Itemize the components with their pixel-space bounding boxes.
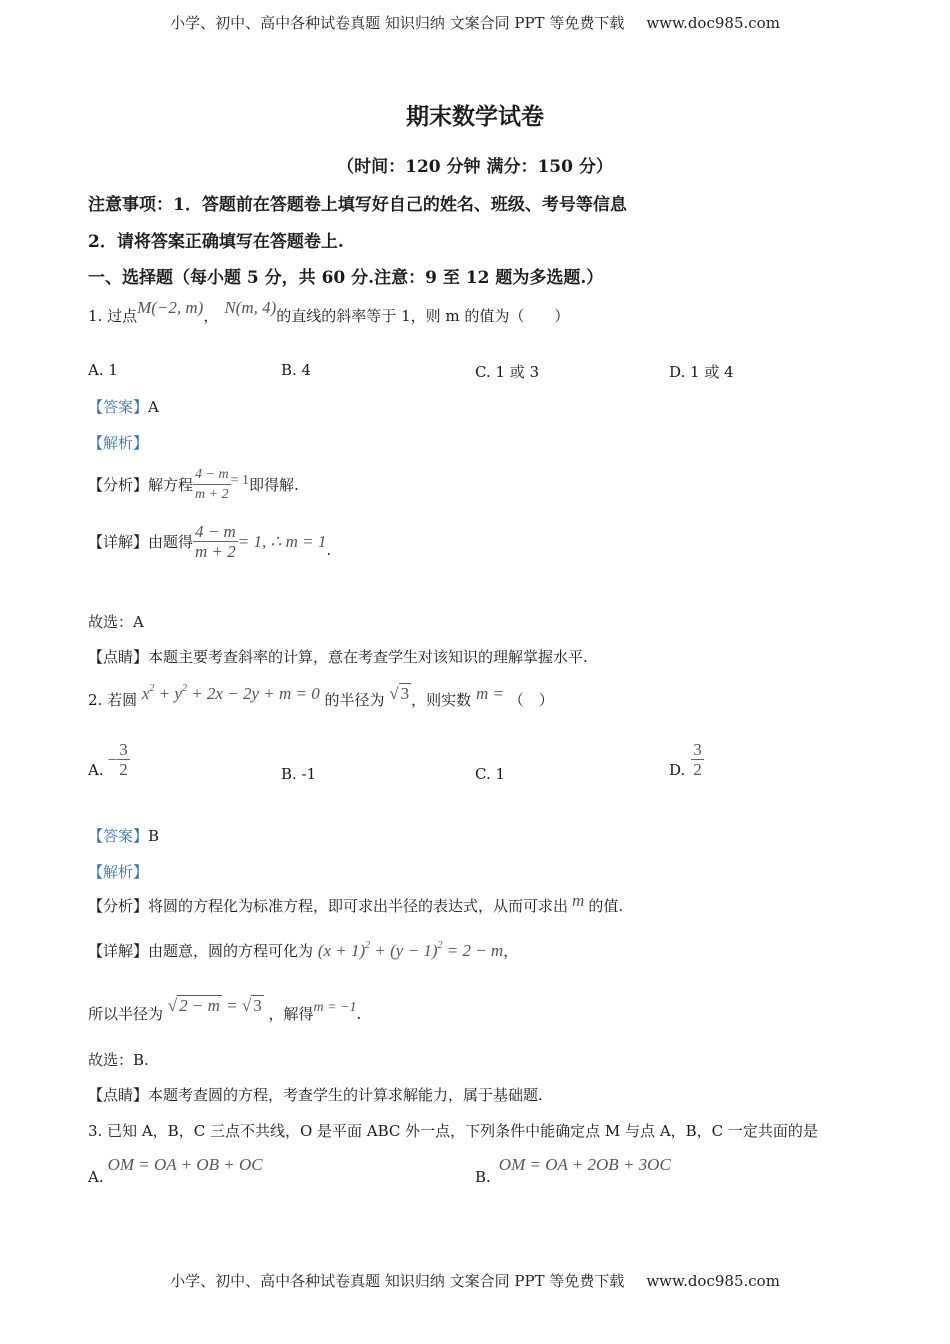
q1-fenxi (88, 465, 299, 504)
question-3-stem: 3. 已知 A，B，C 三点不共线，O 是平面 ABC 外一点，下列条件中能确定点 M 与点 A，B，C 一定共面的是 (88, 1122, 818, 1140)
q1-fenxi-lead: 解方程 (148, 476, 194, 494)
page-footer (0, 1270, 950, 1291)
q1-analysis-tag: 【解析】 (88, 434, 149, 452)
question-2-stem (88, 683, 554, 710)
q1-point-n: N(m, 4) (224, 298, 277, 317)
q2-paren: （ ） (508, 691, 554, 709)
q1-point-m: M(−2, m) (137, 298, 204, 317)
q2-answer-value: B (148, 827, 160, 845)
q1-fenxi-tag: 【分析】 (88, 476, 149, 494)
q2-comment-tag: 【点睛】 (88, 1086, 149, 1104)
q2-radius-rad1: 2 − m (179, 996, 220, 1015)
q1-comment-tag: 【点睛】 (88, 648, 149, 666)
q1-choose: 故选：A (88, 613, 144, 631)
q2-option-d-num: 3 (693, 740, 702, 759)
q2-option-a-num: 3 (119, 740, 128, 759)
q2-option-d-fraction (691, 740, 704, 779)
notice-line-2: 2．请将答案正确填写在答题卷上. (88, 232, 344, 252)
q1-answer (88, 396, 159, 417)
q1-option-c: C. 1 或 3 (475, 363, 540, 381)
q2-eq-sq1: 2 (149, 683, 155, 694)
q2-radius-expression: √ 2 − m = √ 3 (167, 996, 262, 1015)
q2-detail-rhs: = 2 − m (442, 941, 504, 960)
q2-option-d (669, 740, 704, 779)
q2-fenxi (88, 891, 624, 916)
q1-option-b: B. 4 (281, 361, 312, 379)
q2-fenxi-m: m (572, 891, 585, 910)
q1-detail-num: 4 − m (195, 522, 236, 541)
page-header (0, 12, 950, 33)
q1-option-a: A. 1 (88, 361, 118, 379)
q1-comment-text: 本题主要考查斜率的计算，意在考查学生对该知识的理解掌握水平. (148, 648, 588, 666)
q2-radius-value: 3 (400, 684, 410, 703)
q1-detail-tag: 【详解】 (88, 533, 149, 551)
q1-detail-lead: 由题得 (148, 533, 194, 551)
q3-option-a (88, 1155, 263, 1186)
q1-fenxi-num: 4 − m (193, 465, 231, 485)
q2-detail-tag: 【详解】 (88, 942, 149, 960)
footer-site: www.doc985.com (646, 1272, 780, 1290)
q2-radius-lead: 所以半径为 (88, 1005, 164, 1023)
q1-fenxi-tail: 即得解. (249, 476, 299, 494)
q1-answer-tag: 【答案】 (88, 398, 149, 416)
q2-detail-equation (318, 941, 503, 960)
q2-radius-sol: m = −1 (313, 1000, 357, 1015)
q2-fenxi-b: 的值. (588, 897, 624, 915)
q1-option-d: D. 1 或 4 (669, 363, 734, 381)
q2-option-c: C. 1 (475, 765, 506, 783)
q2-mid: 的半径为 (324, 691, 385, 709)
q2-fenxi-tag: 【分析】 (88, 897, 149, 915)
q1-fenxi-eq: = 1 (230, 472, 249, 488)
q2-eq-mid: + y (154, 684, 182, 703)
q2-eq-x: x (141, 684, 150, 703)
q2-option-d-den: 2 (693, 760, 702, 779)
exam-subtitle: （时间：120 分钟 满分：150 分） (337, 157, 613, 177)
q1-detail-tail: . (326, 540, 332, 559)
q2-lead: 2. 若圆 (88, 691, 138, 709)
q1-comma: ， (203, 307, 219, 325)
q2-radius-line (88, 995, 362, 1023)
q2-option-d-label: D. (669, 760, 686, 779)
q1-comment (88, 646, 588, 667)
q2-detail-sq1: 2 (365, 940, 371, 951)
q3-option-a-label: A. (88, 1168, 104, 1186)
q2-radius-rad2: 3 (253, 996, 262, 1015)
q1-fenxi-fraction (193, 465, 231, 504)
q1-fenxi-den: m + 2 (195, 487, 229, 502)
q2-radius-mid: ，解得 (268, 1005, 314, 1023)
q2-answer-tag: 【答案】 (88, 827, 149, 845)
q2-radius-sqrt: √ 3 (389, 684, 410, 703)
footer-text: 小学、初中、高中各种试卷真题 知识归纳 文案合同 PPT 等免费下载 (170, 1272, 625, 1290)
q2-answer (88, 825, 159, 846)
q2-radius-tail: . (356, 1005, 362, 1023)
q2-detail-p1: (x + 1) (317, 941, 366, 960)
q3-option-b-expr: OM = OA + 2OB + 3OC (498, 1155, 671, 1174)
q1-detail-eq: = 1, ∴ m = 1 (237, 531, 327, 551)
question-1-stem (88, 298, 570, 326)
section-heading: 一、选择题（每小题 5 分，共 60 分.注意：9 至 12 题为多选题.） (88, 268, 604, 288)
q2-option-a (88, 740, 130, 779)
q1-tail: 的直线的斜率等于 1，则 m 的值为（ ） (276, 307, 570, 325)
q2-choose: 故选：B. (88, 1051, 149, 1069)
header-text: 小学、初中、高中各种试卷真题 知识归纳 文案合同 PPT 等免费下载 (170, 14, 625, 32)
exam-title: 期末数学试卷 (406, 103, 544, 130)
q1-detail-fraction (193, 522, 238, 561)
q2-eq-rest: + 2x − 2y + m = 0 (186, 684, 320, 703)
q2-option-a-fraction (117, 740, 130, 779)
q2-radius-eq: = (221, 996, 242, 1015)
q2-comment-text: 本题考查圆的方程，考查学生的计算求解能力，属于基础题. (148, 1086, 543, 1104)
q2-tail: ，则实数 (411, 691, 472, 709)
q2-option-a-den: 2 (119, 760, 128, 779)
q2-fenxi-a: 将圆的方程化为标准方程，即可求出半径的表达式，从而可求出 (148, 897, 569, 915)
q1-detail (88, 522, 331, 561)
q2-option-b: B. -1 (281, 765, 317, 783)
q2-detail-tail: ， (503, 942, 519, 960)
q2-detail-sq2: 2 (437, 940, 443, 951)
q2-eq-sq2: 2 (181, 683, 187, 694)
q1-answer-value: A (148, 398, 159, 416)
q2-detail-p2: (y − 1) (390, 941, 438, 960)
q2-option-a-label: A. (88, 760, 104, 779)
q3-option-b-label: B. (475, 1168, 491, 1186)
notice-line-1: 注意事项：1．答题前在答题卷上填写好自己的姓名、班级、考号等信息 (88, 195, 627, 215)
q1-lead: 1. 过点 (88, 307, 138, 325)
q3-option-b (475, 1155, 671, 1186)
q3-option-a-expr: OM = OA + OB + OC (107, 1155, 263, 1174)
q2-m-eq: m = (475, 684, 504, 703)
q2-analysis-tag: 【解析】 (88, 863, 149, 881)
q2-detail-plus: + (370, 941, 391, 960)
q2-detail (88, 940, 518, 961)
q2-comment (88, 1084, 543, 1105)
q2-circle-equation (142, 684, 320, 703)
q1-detail-den: m + 2 (195, 542, 236, 561)
q2-detail-lead: 由题意，圆的方程可化为 (148, 942, 314, 960)
q2-option-a-sign: − (107, 749, 118, 769)
header-site: www.doc985.com (646, 14, 780, 32)
